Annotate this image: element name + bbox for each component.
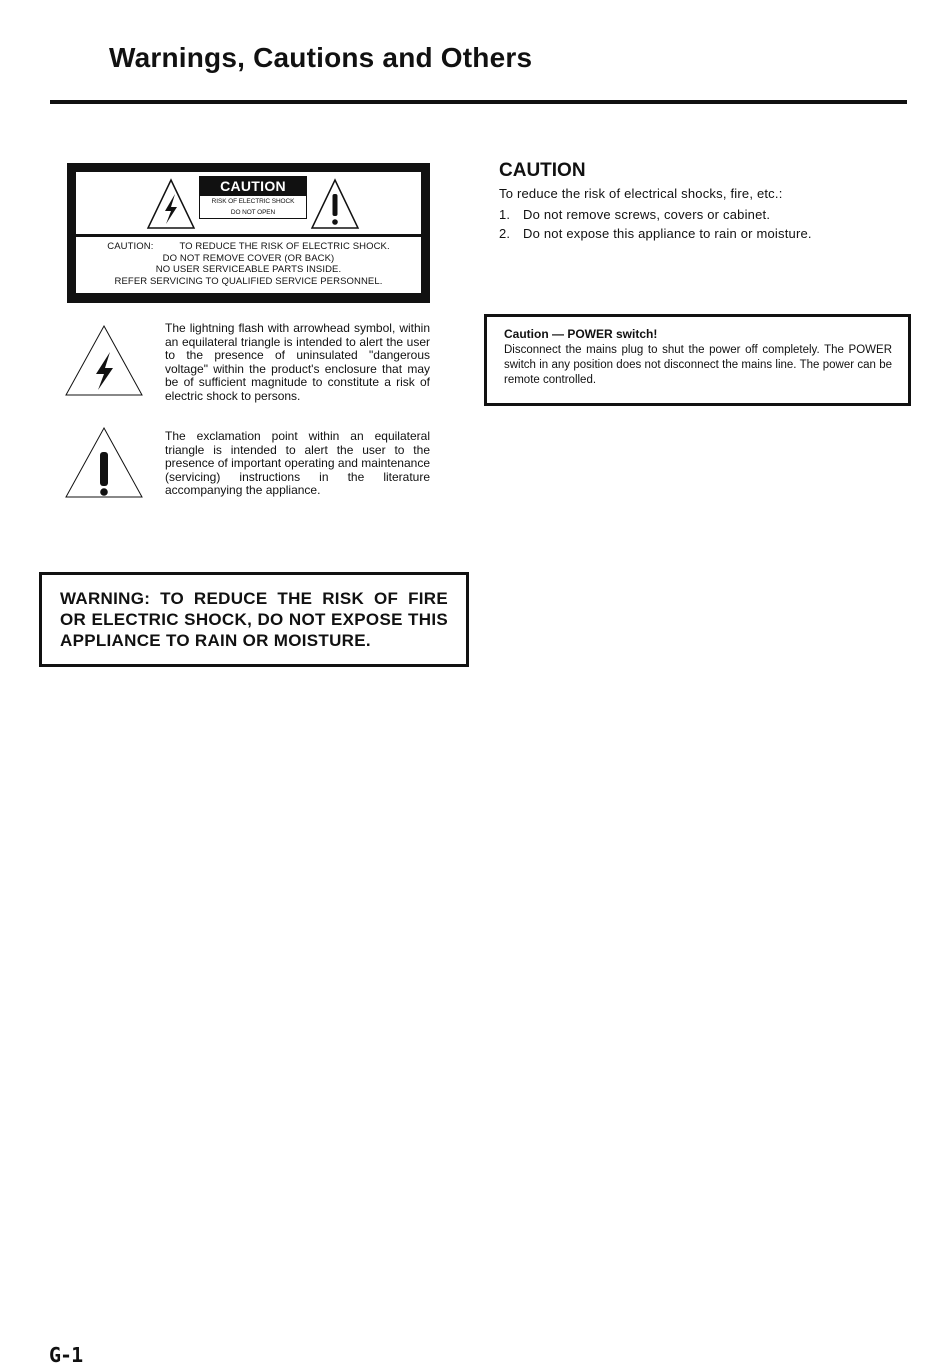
warning-text: WARNING: TO REDUCE THE RISK OF FIRE OR ELECTRIC SHOCK, DO NOT EXPOSE THIS APPLIANCE TO RAIN OR MOISTURE. [60,589,448,650]
caution-label-bottom-1: TO REDUCE THE RISK OF ELECTRIC SHOCK. [179,241,390,252]
list-item [499,224,812,243]
lightning-symbol-description: The lightning flash with arrowhead symbol, within an equilateral triangle is intended to alert the user to the presence of uninsulated "dangerous voltage" within the product's enclosure that may be of sufficient magnitude to constitute a risk of electric shock to persons. [165,321,430,403]
caution-heading: CAUTION [499,160,586,181]
power-caution-body: Disconnect the mains plug to shut the power off completely. The POWER switch in any position does not disconnect the mains line. The power can be remote controlled. [504,344,892,386]
caution-label-bottom-lead: CAUTION: [107,241,154,252]
list-item [499,205,812,224]
exclamation-triangle-icon [310,178,360,230]
caution-label-top [76,172,421,234]
page-number: G-1 [49,1343,83,1367]
caution-label-line1: RISK OF ELECTRIC SHOCK [211,198,295,205]
caution-label-bottom-2: DO NOT REMOVE COVER (OR BACK) [162,252,335,264]
caution-label-bottom [76,237,421,293]
warning-box [39,572,469,667]
caution-label-bottom-3: NO USER SERVICEABLE PARTS INSIDE. [155,264,342,275]
list-item-text: Do not remove screws, covers or cabinet. [523,207,771,222]
list-item-text: Do not expose this appliance to rain or moisture. [523,226,812,241]
list-item-number: 1. [499,207,511,222]
caution-label-caption: CAUTION [200,177,306,196]
caution-label-center [199,176,307,219]
caution-label-line2: DO NOT OPEN [230,209,276,216]
caution-list [499,205,812,243]
list-item-number: 2. [499,226,511,241]
power-caution-title: Caution — POWER switch! [504,327,658,341]
power-switch-caution-box [484,314,911,406]
caution-label-bottom-4: REFER SERVICING TO QUALIFIED SERVICE PERSONNEL. [114,275,383,287]
lightning-triangle-icon [146,178,196,230]
exclamation-triangle-icon [64,426,144,499]
exclamation-symbol-description: The exclamation point within an equilateral triangle is intended to alert the user to the presence of important operating and maintenance (servicing) instructions in the literature accompanying the appliance. [165,429,430,497]
caution-intro: To reduce the risk of electrical shocks, fire, etc.: [499,186,783,201]
caution-label [67,163,430,303]
page-title: Warnings, Cautions and Others [109,42,533,73]
lightning-triangle-icon [64,324,144,397]
title-divider [50,100,907,104]
